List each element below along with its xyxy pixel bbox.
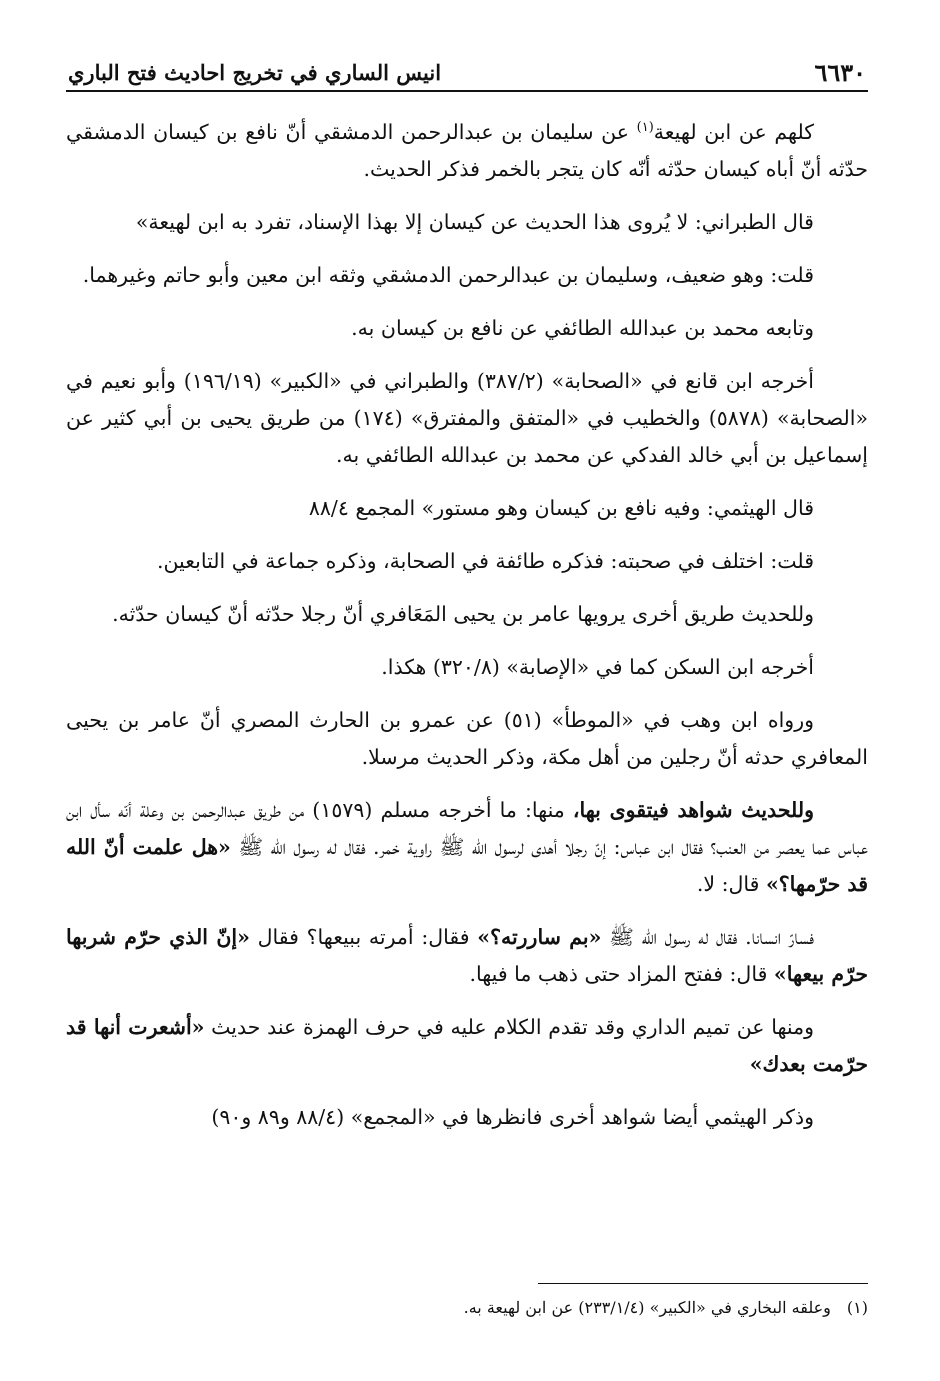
footnote-divider xyxy=(538,1283,868,1284)
paragraph-13 xyxy=(66,1009,868,1083)
paragraph-text: قال: لا. xyxy=(696,872,766,896)
paragraph-9: أخرجه ابن السكن كما في «الإصابة» (٣٢٠/٨) هكذا. xyxy=(381,655,814,679)
paragraph-4: وتابعه محمد بن عبدالله الطائفي عن نافع بن كيسان به. xyxy=(351,316,814,340)
bold-phrase: وللحديث شواهد فيتقوى بها، xyxy=(572,798,814,822)
footnote xyxy=(66,1294,868,1322)
paragraph-7: قلت: اختلف في صحبته: فذكره طائفة في الصحابة، وذكره جماعة في التابعين. xyxy=(156,549,814,573)
footnote-number: (١) xyxy=(846,1298,868,1317)
hadith-quote: «إنّ الذي حرّم شربها حرّم بيعها» xyxy=(66,925,868,986)
paragraph-1 xyxy=(66,114,868,188)
paragraph-text: منها: ما أخرجه مسلم (١٥٧٩) من طريق عبدالرحمن بن وعلة أنّه سأل ابن عباس عما يعصر من العنب؟ فقال ابن عباس: إنّ رجلا أهدى لرسول الله ﷺ راوية خمر. فقال له رسول الله ﷺ xyxy=(66,798,869,859)
hadith-quote: «بم ساررته؟» xyxy=(477,925,602,949)
paragraph-text: فسارّ انسانا. فقال له رسول الله ﷺ xyxy=(601,925,815,949)
paragraph-10: ورواه ابن وهب في «الموطأ» (٥١) عن عمرو بن الحارث المصري أنّ عامر بن يحيى المعافري حدثه أنّ رجلين من أهل مكة، وذكر الحديث مرسلا. xyxy=(66,708,868,769)
footnote-text: وعلقه البخاري في «الكبير» (٢٣٣/١/٤) عن ابن لهيعة به. xyxy=(463,1298,831,1317)
paragraph-12 xyxy=(66,919,868,993)
page-header xyxy=(66,52,868,92)
paragraph-5: أخرجه ابن قانع في «الصحابة» (٣٨٧/٢) والطبراني في «الكبير» (١٩٦/١٩) وأبو نعيم في «الصحابة» (٥٨٧٨) والخطيب في «المتفق والمفترق» (١٧٤) من طريق يحيى بن أبي كثير عن إسماعيل بن أبي خالد الفدكي عن محمد بن عبدالله الطائفي به. xyxy=(66,369,868,467)
paragraph-11 xyxy=(66,792,868,903)
paragraph-14: وذكر الهيثمي أيضا شواهد أخرى فانظرها في «المجمع» (٨٨/٤ و٨٩ و٩٠) xyxy=(211,1105,814,1129)
paragraph-2: قال الطبراني: لا يُروى هذا الحديث عن كيسان إلا بهذا الإسناد، تفرد به ابن لهيعة» xyxy=(135,210,814,234)
paragraph-text: كلهم عن ابن لهيعة xyxy=(653,120,814,144)
paragraph-text: عن سليمان بن عبدالرحمن الدمشقي أنّ نافع بن كيسان الدمشقي حدّثه أنّ أباه كيسان حدّثه أنّه كان يتجر بالخمر فذكر الحديث. xyxy=(66,120,868,181)
paragraph-text: قال: ففتح المزاد حتى ذهب ما فيها. xyxy=(469,962,774,986)
hadith-quote: «أشعرت أنها قد حرّمت بعدك» xyxy=(66,1015,868,1076)
paragraph-6: قال الهيثمي: وفيه نافع بن كيسان وهو مستور» المجمع ٨٨/٤ xyxy=(308,496,814,520)
book-title: انيس الساري في تخريج احاديث فتح الباري xyxy=(68,60,442,85)
paragraph-3: قلت: وهو ضعيف، وسليمان بن عبدالرحمن الدمشقي وثقه ابن معين وأبو حاتم وغيرهما. xyxy=(82,263,814,287)
footnote-reference[interactable]: (١) xyxy=(636,120,654,136)
hadith-quote: «هل علمت أنّ الله قد حرّمها؟» xyxy=(66,835,868,896)
paragraph-text: فقال: أمرته ببيعها؟ فقال xyxy=(249,925,478,949)
paragraph-text: ومنها عن تميم الداري وقد تقدم الكلام عليه في حرف الهمزة عند حديث xyxy=(204,1015,814,1039)
paragraph-8: وللحديث طريق أخرى يرويها عامر بن يحيى المَعَافري أنّ رجلا حدّثه أنّ كيسان حدّثه. xyxy=(112,602,814,626)
page-body xyxy=(66,114,868,1136)
page-number: ٦٦٣٠ xyxy=(814,58,866,87)
document-page xyxy=(66,52,868,1352)
